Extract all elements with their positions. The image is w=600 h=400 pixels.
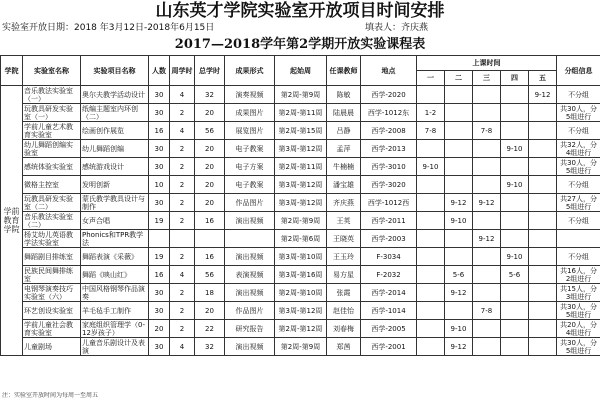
lab-cell: 感统体验实验室: [23, 158, 81, 176]
lab-cell: 学前儿童艺术教育实验室: [23, 122, 81, 140]
wed-time-cell: [473, 212, 501, 230]
place-cell: 西学-3020: [361, 176, 417, 194]
place-cell: 西学-1014: [361, 302, 417, 320]
total-hours-cell: 16: [195, 248, 225, 266]
project-cell: 发明创新: [81, 176, 149, 194]
thu-time-cell: [501, 86, 529, 104]
fri-time-cell: [529, 320, 557, 338]
people-cell: 19: [149, 212, 170, 230]
col-header-college: 学院: [1, 56, 23, 86]
weekly-hours-cell: 2: [170, 104, 195, 122]
project-cell: 中国风格钢琴作品演奏: [81, 284, 149, 302]
wed-time-cell: 7-8: [473, 302, 501, 320]
fri-time-cell: [529, 338, 557, 356]
mon-time-cell: [417, 320, 445, 338]
mon-time-cell: [417, 302, 445, 320]
weekly-hours-cell: 2: [170, 284, 195, 302]
total-hours-cell: 22: [195, 320, 225, 338]
wed-time-cell: [473, 338, 501, 356]
teacher-cell: 齐庆燕: [327, 194, 361, 212]
people-cell: 16: [149, 266, 170, 284]
group-info-cell: 共32人，分4组进行: [557, 140, 600, 158]
tue-time-cell: 9-12: [445, 284, 473, 302]
group-info-cell: 共30人，分5组进行: [557, 104, 600, 122]
fri-time-cell: 9-12: [529, 86, 557, 104]
project-cell: 纸编主题室内环创（二）: [81, 104, 149, 122]
result-form-cell: 演奏视频: [225, 86, 275, 104]
mon-time-cell: [417, 230, 445, 248]
group-info-cell: 不分组: [557, 248, 600, 266]
wed-time-cell: [473, 284, 501, 302]
result-form-cell: 作品图片: [225, 194, 275, 212]
weekly-hours-cell: 2: [170, 320, 195, 338]
total-hours-cell: 16: [195, 212, 225, 230]
total-hours-cell: 20: [195, 176, 225, 194]
tue-time-cell: [445, 230, 473, 248]
wed-time-cell: [473, 176, 501, 194]
thu-time-cell: 9-10: [501, 248, 529, 266]
wed-time-cell: 9-12: [473, 194, 501, 212]
mon-time-cell: [417, 176, 445, 194]
weekly-hours-cell: 2: [170, 140, 195, 158]
project-cell: 幼儿舞蹈创编: [81, 140, 149, 158]
thu-time-cell: [501, 284, 529, 302]
open-date: 实验室开放日期：2018 年3月12日-2018年6月15日: [2, 23, 215, 33]
header-row: [1, 56, 600, 71]
tue-time-cell: [445, 122, 473, 140]
place-cell: 西学-1012东: [361, 104, 417, 122]
lab-cell: 音乐教法实验室（二）: [23, 212, 81, 230]
fri-time-cell: [529, 212, 557, 230]
mon-time-cell: [417, 248, 445, 266]
mon-time-cell: [417, 86, 445, 104]
col-header-lab: 实验室名称: [23, 56, 81, 86]
result-form-cell: 演出视频: [225, 284, 275, 302]
teacher-cell: 潘宝雄: [327, 176, 361, 194]
table-row: [1, 212, 600, 230]
tue-time-cell: 9-12: [445, 194, 473, 212]
thu-time-cell: 5-6: [501, 266, 529, 284]
result-form-cell: 电子方案: [225, 158, 275, 176]
table-row: [1, 320, 600, 338]
project-cell: 蒙氏教学教具设计与制作: [81, 194, 149, 212]
project-cell: 女声合唱: [81, 212, 149, 230]
thu-time-cell: [501, 122, 529, 140]
thu-time-cell: [501, 320, 529, 338]
weekly-hours-cell: 2: [170, 194, 195, 212]
group-info-cell: [557, 230, 600, 248]
result-form-cell: 表演视频: [225, 266, 275, 284]
project-cell: Phonics和TPR教学法: [81, 230, 149, 248]
day-header-thu: 四: [501, 71, 529, 86]
group-info-cell: 共15人，分3组进行: [557, 284, 600, 302]
tue-time-cell: 9-12: [445, 338, 473, 356]
teacher-cell: 王英: [327, 212, 361, 230]
teacher-cell: 王晓英: [327, 230, 361, 248]
weekly-hours-cell: 2: [170, 212, 195, 230]
footer-note: 注：实验室开放时间为每周一至周五: [2, 392, 99, 399]
fri-time-cell: [529, 284, 557, 302]
mon-time-cell: 9-10: [417, 158, 445, 176]
col-header-place: 地点: [361, 56, 417, 86]
start-week-cell: 第2周-第11周: [275, 104, 327, 122]
start-week-cell: 第2周-第9周: [275, 86, 327, 104]
tue-time-cell: [445, 158, 473, 176]
result-form-cell: [225, 230, 275, 248]
start-week-cell: 第3周-第12周: [275, 302, 327, 320]
lab-cell: 微格主控室: [23, 176, 81, 194]
start-week-cell: 第3周-第10周: [275, 248, 327, 266]
weekly-hours-cell: 2: [170, 248, 195, 266]
tue-time-cell: 9-10: [445, 320, 473, 338]
people-cell: 20: [149, 320, 170, 338]
teacher-cell: 赵佳怡: [327, 302, 361, 320]
thu-time-cell: [501, 230, 529, 248]
col-header-total-hours: 总学时: [195, 56, 225, 86]
lab-cell: 环艺创设实验室: [23, 302, 81, 320]
day-header-fri: 五: [529, 71, 557, 86]
table-row: [1, 158, 600, 176]
table-row: [1, 104, 600, 122]
lab-cell: 音乐教法实验室（一）: [23, 86, 81, 104]
tue-time-cell: [445, 302, 473, 320]
wed-time-cell: [473, 320, 501, 338]
result-form-cell: 电子教案: [225, 176, 275, 194]
project-cell: 舞蹈表演《采薇》: [81, 248, 149, 266]
total-hours-cell: 20: [195, 302, 225, 320]
col-header-start-week: 起始周: [275, 56, 327, 86]
document-subtitle: 2017—2018学年第2学期开放实验课程表: [174, 37, 426, 52]
lab-cell: 幼儿舞蹈创编实验室: [23, 140, 81, 158]
start-week-cell: 第2周-第12周: [275, 320, 327, 338]
teacher-cell: 易方星: [327, 266, 361, 284]
place-cell: F-3034: [361, 248, 417, 266]
total-hours-cell: 20: [195, 158, 225, 176]
col-header-schedule: 上课时间: [417, 56, 557, 71]
lab-cell: 儿童剧场: [23, 338, 81, 356]
result-form-cell: 作品图片: [225, 302, 275, 320]
result-form-cell: 展览图片: [225, 122, 275, 140]
people-cell: 30: [149, 194, 170, 212]
fri-time-cell: [529, 194, 557, 212]
start-week-cell: 第2周-第11周: [275, 158, 327, 176]
project-cell: 舞蹈《映山红》: [81, 266, 149, 284]
teacher-cell: 牛楠楠: [327, 158, 361, 176]
result-form-cell: 演出视频: [225, 248, 275, 266]
place-cell: 西学-2020: [361, 86, 417, 104]
mon-time-cell: [417, 266, 445, 284]
place-cell: 西学-2011: [361, 212, 417, 230]
people-cell: 16: [149, 122, 170, 140]
fri-time-cell: [529, 140, 557, 158]
teacher-cell: 张霞: [327, 284, 361, 302]
thu-time-cell: [501, 194, 529, 212]
lab-cell: 玩教具研发实验室（二）: [23, 194, 81, 212]
place-cell: F-2032: [361, 266, 417, 284]
group-info-cell: 共20人，分4组进行: [557, 320, 600, 338]
project-cell: 羊毛毡手工制作: [81, 302, 149, 320]
mon-time-cell: [417, 194, 445, 212]
wed-time-cell: [473, 104, 501, 122]
lab-cell: 电钢琴演奏技巧实验室（六）: [23, 284, 81, 302]
tue-time-cell: [445, 86, 473, 104]
tue-time-cell: 5-6: [445, 266, 473, 284]
col-header-teacher: 任课教师: [327, 56, 361, 86]
people-cell: [149, 230, 170, 248]
tue-time-cell: [445, 140, 473, 158]
people-cell: 30: [149, 140, 170, 158]
wed-time-cell: [473, 266, 501, 284]
fri-time-cell: [529, 158, 557, 176]
people-cell: 30: [149, 86, 170, 104]
col-header-group-info: 分组信息: [557, 56, 600, 86]
teacher-cell: 陈敏: [327, 86, 361, 104]
total-hours-cell: [195, 230, 225, 248]
fri-time-cell: [529, 302, 557, 320]
people-cell: 30: [149, 338, 170, 356]
thu-time-cell: 9-10: [501, 176, 529, 194]
wed-time-cell: 7-8: [473, 122, 501, 140]
place-cell: 西学-2005: [361, 320, 417, 338]
result-form-cell: 演出视频: [225, 338, 275, 356]
tue-time-cell: [445, 248, 473, 266]
people-cell: 30: [149, 284, 170, 302]
table-row: [1, 230, 600, 248]
table-body: [1, 86, 600, 356]
people-cell: 30: [149, 302, 170, 320]
start-week-cell: 第2周-第15周: [275, 122, 327, 140]
people-cell: 10: [149, 176, 170, 194]
teacher-cell: 陆晨晨: [327, 104, 361, 122]
group-info-cell: 共27人，分5组进行: [557, 194, 600, 212]
thu-time-cell: [501, 338, 529, 356]
fri-time-cell: [529, 248, 557, 266]
wed-time-cell: [473, 86, 501, 104]
group-info-cell: 不分组: [557, 122, 600, 140]
total-hours-cell: 20: [195, 140, 225, 158]
result-form-cell: 成果图片: [225, 104, 275, 122]
people-cell: 30: [149, 158, 170, 176]
weekly-hours-cell: 4: [170, 86, 195, 104]
start-week-cell: 第3周-第12周: [275, 140, 327, 158]
project-cell: 绘画创作展览: [81, 122, 149, 140]
table-row: [1, 302, 600, 320]
fri-time-cell: [529, 266, 557, 284]
place-cell: 西学-2008: [361, 122, 417, 140]
thu-time-cell: [501, 158, 529, 176]
mon-time-cell: 7-8: [417, 122, 445, 140]
total-hours-cell: 32: [195, 86, 225, 104]
people-cell: 30: [149, 104, 170, 122]
wed-time-cell: 9-12: [473, 230, 501, 248]
weekly-hours-cell: 4: [170, 122, 195, 140]
lab-cell: 玩教具研发实验室（一）: [23, 104, 81, 122]
teacher-cell: 郑茜: [327, 338, 361, 356]
weekly-hours-cell: 4: [170, 338, 195, 356]
start-week-cell: 第2周-第9周: [275, 338, 327, 356]
weekly-hours-cell: 2: [170, 302, 195, 320]
group-info-cell: 共30人，分5组进行: [557, 338, 600, 356]
mon-time-cell: 1-2: [417, 104, 445, 122]
teacher-cell: 王玉玲: [327, 248, 361, 266]
thu-time-cell: [501, 212, 529, 230]
lab-cell: 民族民间舞排练室: [23, 266, 81, 284]
tue-time-cell: 9-10: [445, 212, 473, 230]
day-header-tue: 二: [445, 71, 473, 86]
wed-time-cell: [473, 248, 501, 266]
place-cell: 西学-1012西: [361, 194, 417, 212]
mon-time-cell: [417, 140, 445, 158]
project-cell: 家庭组织管理学（0-12岁孩子）: [81, 320, 149, 338]
weekly-hours-cell: [170, 230, 195, 248]
start-week-cell: 第2周-第10周: [275, 284, 327, 302]
tue-time-cell: [445, 104, 473, 122]
place-cell: 西学-2013: [361, 140, 417, 158]
mon-time-cell: [417, 338, 445, 356]
start-week-cell: 第3周-第12周: [275, 176, 327, 194]
wed-time-cell: [473, 140, 501, 158]
weekly-hours-cell: 4: [170, 266, 195, 284]
total-hours-cell: 20: [195, 194, 225, 212]
table-row: [1, 140, 600, 158]
schedule-table: [0, 55, 600, 356]
table-row: [1, 284, 600, 302]
day-header-wed: 三: [473, 71, 501, 86]
total-hours-cell: 18: [195, 284, 225, 302]
table-row: [1, 122, 600, 140]
table-row: [1, 338, 600, 356]
document-title: 山东英才学院实验室开放项目时间安排: [155, 1, 445, 21]
table-row: [1, 176, 600, 194]
col-header-people: 人数: [149, 56, 170, 86]
table-row: [1, 86, 600, 104]
place-cell: 西学-2001: [361, 338, 417, 356]
mon-time-cell: [417, 212, 445, 230]
col-header-project: 实验项目名称: [81, 56, 149, 86]
total-hours-cell: 56: [195, 266, 225, 284]
start-week-cell: 第3周-第16周: [275, 266, 327, 284]
weekly-hours-cell: 2: [170, 176, 195, 194]
group-info-cell: 共30人，分5组进行: [557, 158, 600, 176]
form-filler: 填表人：齐庆燕: [365, 23, 429, 33]
table-row: [1, 248, 600, 266]
tue-time-cell: [445, 176, 473, 194]
total-hours-cell: 20: [195, 104, 225, 122]
fri-time-cell: [529, 122, 557, 140]
total-hours-cell: 56: [195, 122, 225, 140]
info-line: [0, 22, 600, 35]
lab-cell: 舞蹈剧目排练室: [23, 248, 81, 266]
fri-time-cell: [529, 230, 557, 248]
project-cell: 奥尔夫教学活动设计: [81, 86, 149, 104]
total-hours-cell: 32: [195, 338, 225, 356]
teacher-cell: 吕静: [327, 122, 361, 140]
table-row: [1, 194, 600, 212]
place-cell: 西学-2003: [361, 230, 417, 248]
weekly-hours-cell: 2: [170, 158, 195, 176]
teacher-cell: 刘春梅: [327, 320, 361, 338]
wed-time-cell: [473, 158, 501, 176]
lab-cell: 学前儿童社会教育实验室: [23, 320, 81, 338]
mon-time-cell: [417, 284, 445, 302]
people-cell: 19: [149, 248, 170, 266]
table-row: [1, 266, 600, 284]
fri-time-cell: [529, 176, 557, 194]
start-week-cell: 第2周-第6周: [275, 230, 327, 248]
group-info-cell: 共16人，分2组进行: [557, 266, 600, 284]
group-info-cell: 共30人，分5组进行: [557, 302, 600, 320]
result-form-cell: 演出视频: [225, 212, 275, 230]
teacher-cell: 孟萍: [327, 140, 361, 158]
project-cell: 感统游戏设计: [81, 158, 149, 176]
college-cell: 学前教育学院: [1, 86, 23, 356]
lab-cell: 杨艾幼儿英语教学法实验室: [23, 230, 81, 248]
result-form-cell: 研究报告: [225, 320, 275, 338]
start-week-cell: 第2周-第9周: [275, 212, 327, 230]
fri-time-cell: [529, 104, 557, 122]
result-form-cell: 电子教案: [225, 140, 275, 158]
thu-time-cell: [501, 104, 529, 122]
thu-time-cell: [501, 302, 529, 320]
group-info-cell: 不分组: [557, 176, 600, 194]
place-cell: 西学-3010: [361, 158, 417, 176]
col-header-result-form: 成果形式: [225, 56, 275, 86]
day-header-mon: 一: [417, 71, 445, 86]
col-header-weekly-hours: 周学时: [170, 56, 195, 86]
start-week-cell: 第3周-第12周: [275, 194, 327, 212]
group-info-cell: 不分组: [557, 212, 600, 230]
group-info-cell: 不分组: [557, 86, 600, 104]
place-cell: 西学-2014: [361, 284, 417, 302]
project-cell: 儿童音乐剧设计及表演: [81, 338, 149, 356]
thu-time-cell: 9-10: [501, 140, 529, 158]
